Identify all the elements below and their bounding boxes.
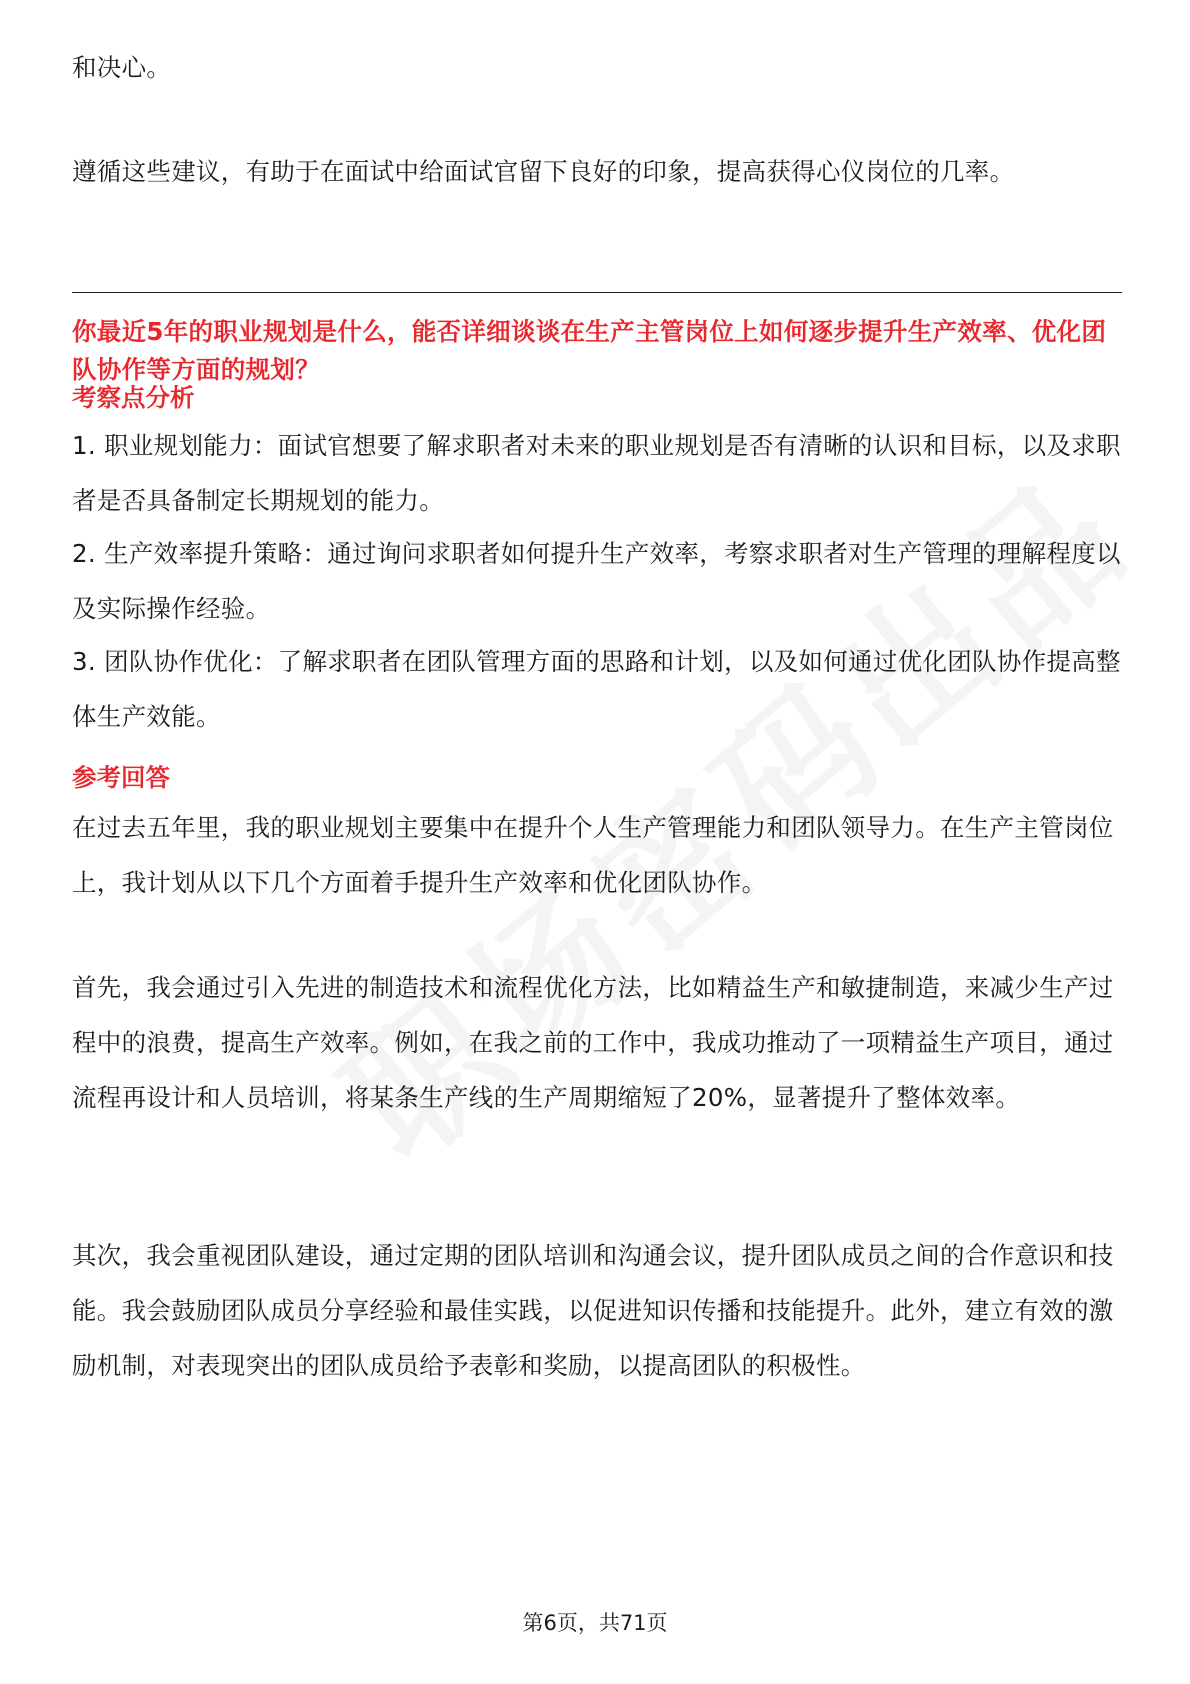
analysis-heading: 考察点分析 — [72, 383, 195, 412]
page-footer: 第6页，共71页 — [522, 1611, 668, 1635]
analysis-item-3: 3. 团队协作优化：了解求职者在团队管理方面的思路和计划，以及如何通过优化团队协作提高整体生产效能。 — [72, 647, 1121, 731]
intro-paragraph-1: 和决心。 — [72, 53, 172, 82]
answer-heading: 参考回答 — [72, 763, 170, 792]
section-divider — [72, 292, 1122, 293]
answer-paragraph-1: 在过去五年里，我的职业规划主要集中在提升个人生产管理能力和团队领导力。在生产主管岗位上，我计划从以下几个方面着手提升生产效率和优化团队协作。 — [72, 813, 1114, 897]
answer-paragraph-3: 其次，我会重视团队建设，通过定期的团队培训和沟通会议，提升团队成员之间的合作意识和技能。我会鼓励团队成员分享经验和最佳实践，以促进知识传播和技能提升。此外，建立有效的激励机制，对表现突出的团队成员给予表彰和奖励，以提高团队的积极性。 — [72, 1241, 1114, 1380]
interview-question: 你最近5年的职业规划是什么，能否详细谈谈在生产主管岗位上如何逐步提升生产效率、优化团队协作等方面的规划？ — [72, 317, 1107, 384]
answer-paragraph-2: 首先，我会通过引入先进的制造技术和流程优化方法，比如精益生产和敏捷制造，来减少生产过程中的浪费，提高生产效率。例如，在我之前的工作中，我成功推动了一项精益生产项目，通过流程再设计和人员培训，将某条生产线的生产周期缩短了20%，显著提升了整体效率。 — [72, 973, 1114, 1112]
analysis-item-1: 1. 职业规划能力：面试官想要了解求职者对未来的职业规划是否有清晰的认识和目标，以及求职者是否具备制定长期规划的能力。 — [72, 431, 1121, 515]
analysis-item-2: 2. 生产效率提升策略：通过询问求职者如何提升生产效率，考察求职者对生产管理的理解程度以及实际操作经验。 — [72, 539, 1121, 623]
intro-paragraph-2: 遵循这些建议，有助于在面试中给面试官留下良好的印象，提高获得心仪岗位的几率。 — [72, 157, 1015, 186]
